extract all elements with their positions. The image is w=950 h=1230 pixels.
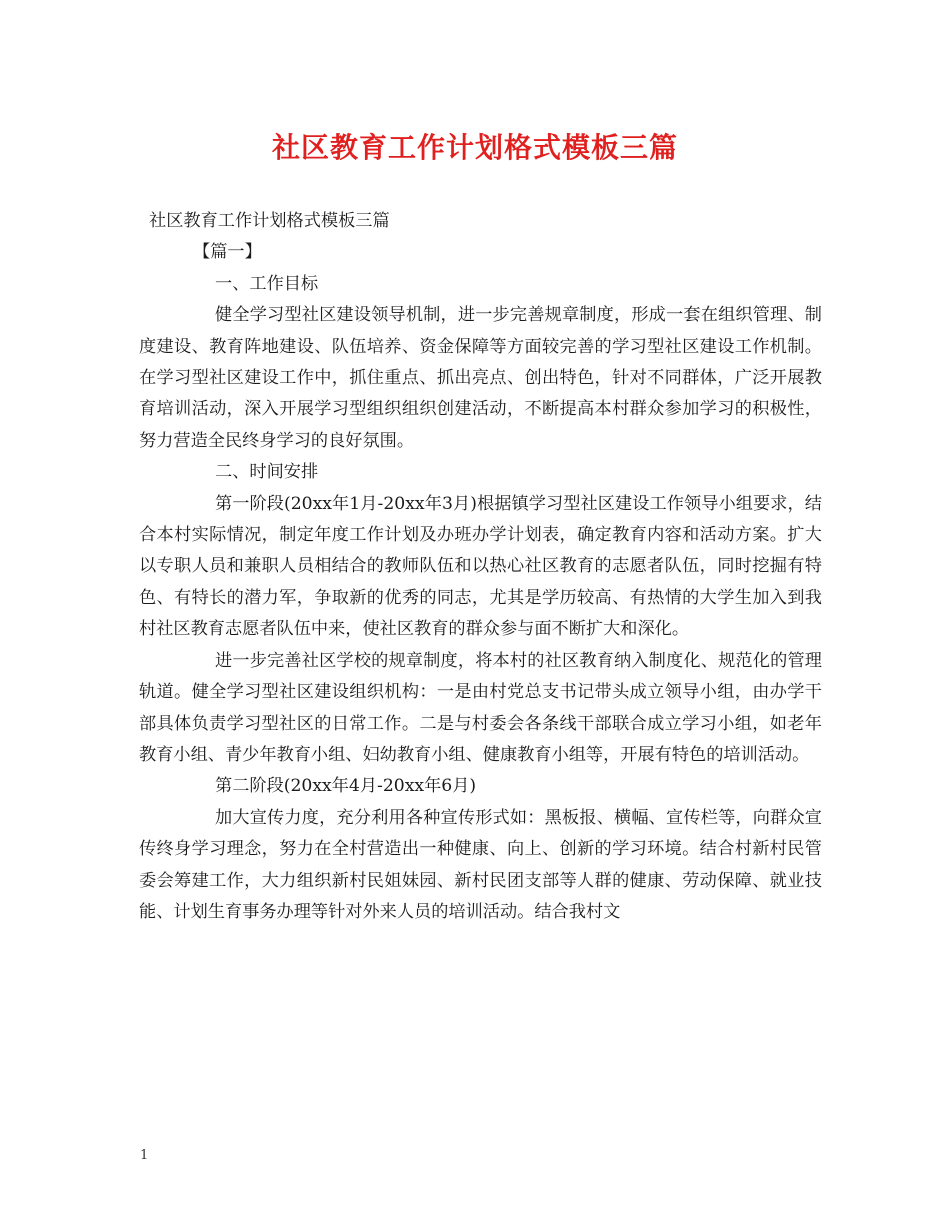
document-subtitle: 社区教育工作计划格式模板三篇 [149, 211, 390, 231]
paragraph-work-goals: 健全学习型社区建设领导机制，进一步完善规章制度，形成一套在组织管理、制度建设、教育阵地建设、队伍培养、资金保障等方面较完善的学习型社区建设工作机制。在学习型社区建设工作中，抓住重点、抓出亮点、创出特色，针对不同群体，广泛开展教育培训活动，深入开展学习型组织组织创建活动，不断提高本村群众参加学习的积极性，努力营造全民终身学习的良好氛围。 [139, 305, 822, 451]
heading-stage-two: 第二阶段(20xx年4月-20xx年6月) [215, 776, 477, 797]
heading-schedule: 二、时间安排 [215, 462, 319, 483]
document-title: 社区教育工作计划格式模板三篇 [271, 131, 678, 164]
section-marker: 【篇一】 [193, 242, 262, 263]
heading-work-goals: 一、工作目标 [215, 273, 319, 294]
document-body [139, 206, 822, 928]
paragraph-stage-one: 第一阶段(20xx年1月-20xx年3月)根据镇学习型社区建设工作领导小组要求，结合本村实际情况，制定年度工作计划及办班办学计划表，确定教育内容和活动方案。扩大以专职人员和兼职人员相结合的教师队伍和以热心社区教育的志愿者队伍，同时挖掘有特色、有特长的潜力军，争取新的优秀的同志，尤其是学历较高、有热情的大学生加入到我村社区教育志愿者队伍中来，使社区教育的群众参与面不断扩大和深化。 [139, 493, 822, 640]
paragraph-publicity: 加大宣传力度，充分利用各种宣传形式如：黑板报、横幅、宣传栏等，向群众宣传终身学习理念，努力在全村营造出一种健康、向上、创新的学习环境。结合村新村民管委会筹建工作，大力组织新村民姐妹园、新村民团支部等人群的健康、劳动保障、就业技能、计划生育事务办理等针对外来人员的培训活动。结合我村文 [139, 807, 822, 922]
page-number: 1 [140, 1148, 149, 1163]
paragraph-regulations: 进一步完善社区学校的规章制度，将本村的社区教育纳入制度化、规范化的管理轨道。健全学习型社区建设组织机构：一是由村党总支书记带头成立领导小组，由办学干部具体负责学习型社区的日常工作。二是与村委会各条线干部联合成立学习小组，如老年教育小组、青少年教育小组、妇幼教育小组、健康教育小组等，开展有特色的培训活动。 [139, 650, 822, 765]
